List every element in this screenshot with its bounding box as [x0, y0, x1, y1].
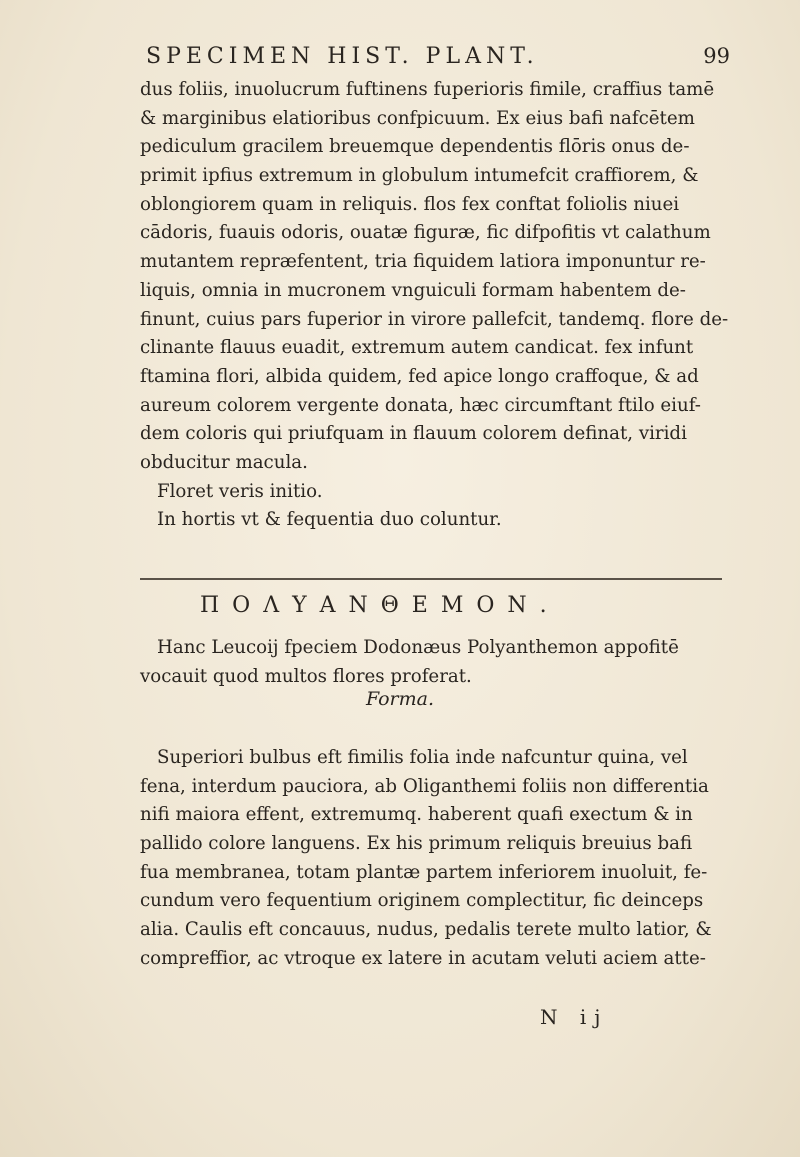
- text-line: fena, interdum pauciora, ab Oliganthemi foliis non differentia: [140, 775, 709, 797]
- subheading-forma: Forma.: [365, 688, 435, 710]
- text-line: dem coloris qui priufquam in flauum colorem definat, viridi: [140, 423, 687, 445]
- paragraph-intro: [140, 634, 720, 691]
- text-line: Floret veris initio.: [157, 480, 323, 502]
- page-number: 99: [703, 44, 730, 68]
- text-line: mutantem repræfentent, tria fiquidem latiora imponuntur re-: [140, 251, 706, 273]
- signature-mark: N ij: [540, 1005, 609, 1029]
- text-line: primit ipfius extremum in globulum intumefcit craffiorem, &: [140, 165, 699, 187]
- text-line: alia. Caulis eft concauus, nudus, pedalis terete multo latior, &: [140, 919, 712, 941]
- text-line: vocauit quod multos flores proferat.: [140, 665, 472, 687]
- paragraph-description: [140, 76, 729, 535]
- text-line: clinante flauus euadit, extremum autem candicat. fex infunt: [140, 337, 694, 359]
- text-line: In hortis vt & fequentia duo coluntur.: [157, 509, 502, 531]
- text-line: Hanc Leucoij fpeciem Dodonæus Polyanthemon appofitē: [157, 637, 679, 658]
- running-title: SPECIMEN HIST. PLANT.: [146, 44, 539, 69]
- text-line: cundum vero fequentium originem complectitur, fic deinceps: [140, 890, 704, 912]
- text-line: pediculum gracilem breuemque dependentis flōris onus de-: [140, 136, 690, 158]
- text-line: fua membranea, totam plantæ partem inferiorem inuoluit, fe-: [140, 861, 708, 883]
- text-line: Superiori bulbus eft fimilis folia inde nafcuntur quina, vel: [157, 747, 688, 768]
- text-line: ftamina flori, albida quidem, fed apice longo craffoque, & ad: [140, 365, 699, 387]
- section-heading: ΠΟΛΥΑΝΘΕΜΟΝ.: [200, 593, 560, 618]
- text-line: oblongiorem quam in reliquis. flos fex conftat foliolis niuei: [140, 193, 680, 215]
- text-line: cādoris, fuauis odoris, ouatæ figuræ, fic difpofitis vt calathum: [140, 222, 711, 244]
- text-line: compreffior, ac vtroque ex latere in acutam veluti aciem atte-: [140, 947, 706, 969]
- text-line: nifi maiora effent, extremumq. haberent quafi exectum & in: [140, 804, 693, 826]
- paragraph-forma: [140, 744, 720, 974]
- section-divider: [140, 578, 722, 580]
- page-header: [140, 40, 730, 76]
- text-line: finunt, cuius pars fuperior in virore pallefcit, tandemq. flore de-: [140, 308, 729, 330]
- text-line: aureum colorem vergente donata, hæc circumftant ftilo eiuf-: [140, 394, 701, 416]
- text-line: pallido colore languens. Ex his primum reliquis breuius bafi: [140, 833, 693, 855]
- text-line: liquis, omnia in mucronem vnguiculi formam habentem de-: [140, 279, 686, 301]
- text-line: & marginibus elatioribus confpicuum. Ex eius bafi nafcētem: [140, 107, 695, 129]
- text-line: obducitur macula.: [140, 451, 308, 473]
- text-line: dus foliis, inuolucrum fuftinens fuperioris fimile, craffius tamē: [140, 79, 715, 100]
